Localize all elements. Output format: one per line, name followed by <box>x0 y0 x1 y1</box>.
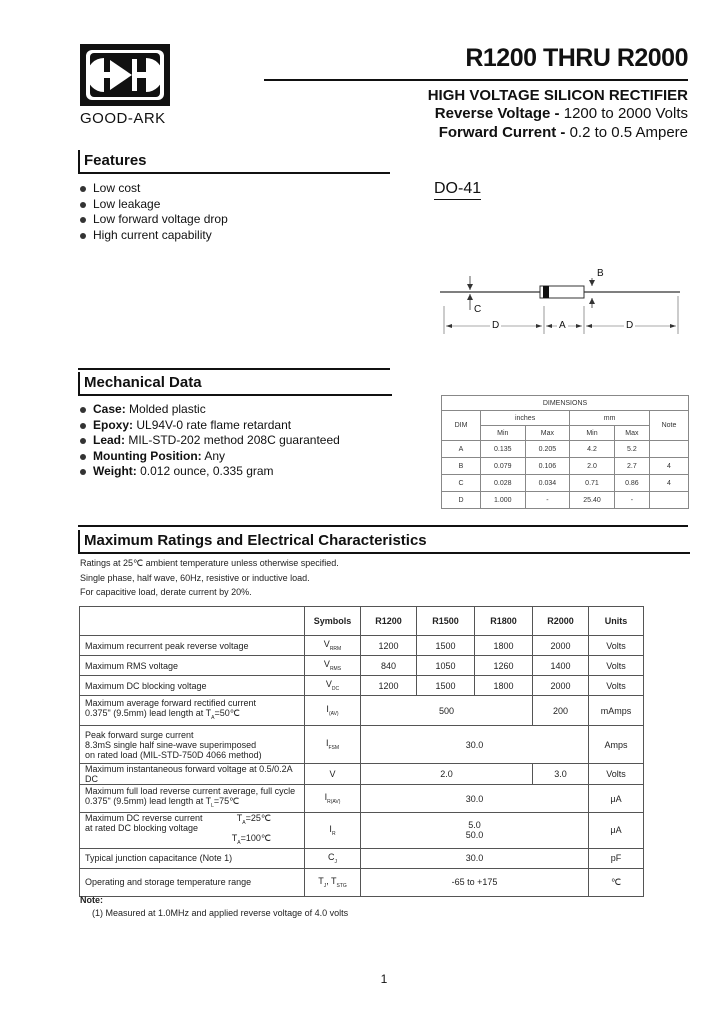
symbol-text: V <box>323 639 330 650</box>
symbol-sub: (AV) <box>328 710 339 717</box>
dim-label-d-left: D <box>492 320 500 331</box>
dim-cell: - <box>614 492 649 509</box>
unit-cell: μA <box>589 785 644 813</box>
symbol-cell <box>305 868 361 896</box>
param-desc <box>80 785 305 813</box>
table-row <box>80 785 644 813</box>
dim-cell: 4 <box>650 475 689 492</box>
dim-cell: A <box>442 441 481 458</box>
ratings-table <box>79 606 644 897</box>
desc-text: =75℃ <box>213 796 240 807</box>
desc-text: T <box>231 833 238 843</box>
symbol-cell <box>305 813 361 849</box>
features-list <box>80 181 228 243</box>
symbol-sub: J <box>334 858 337 865</box>
desc-text: 0.375" (9.5mm) lead length at T <box>85 796 212 807</box>
page-title: R1200 THRU R2000 <box>465 44 688 72</box>
value-cell: 1400 <box>533 656 589 676</box>
table-row <box>442 458 689 475</box>
desc-line <box>85 796 301 811</box>
dim-cell: 0.135 <box>481 441 526 458</box>
desc-text: =50℃ <box>214 708 240 719</box>
desc-text: 0.375" (9.5mm) lead length at T <box>85 708 212 719</box>
condition-note: Ratings at 25℃ ambient temperature unless otherwise specified. <box>80 558 339 568</box>
mm-header: mm <box>570 411 650 426</box>
param-desc: Maximum DC blocking voltage <box>80 676 305 696</box>
desc-sub: A <box>237 839 241 846</box>
symbol-sub: STG <box>336 882 347 889</box>
param-desc: Maximum instantaneous forward voltage at 0.5/0.2A DC <box>80 764 305 785</box>
list-item <box>80 464 340 480</box>
title-divider <box>264 79 688 81</box>
note-title: Note: <box>80 895 103 905</box>
dim-cell: 0.079 <box>481 458 526 475</box>
dim-cell: 25.40 <box>570 492 615 509</box>
desc-text: T <box>236 813 243 823</box>
symbol-text: I <box>324 792 328 803</box>
value-cell: 1500 <box>417 636 475 656</box>
symbol-text: T <box>318 875 324 886</box>
dim-cell <box>650 492 689 509</box>
value-cell: 2000 <box>533 676 589 696</box>
desc-sub: A <box>211 714 215 721</box>
r1200-header: R1200 <box>361 607 417 636</box>
header-blank <box>80 607 305 636</box>
symbol-sub: RMS <box>329 665 342 672</box>
desc-text: Maximum DC reverse current <box>85 813 203 823</box>
reverse-voltage-spec <box>435 105 688 122</box>
table-row <box>80 656 644 676</box>
symbol-sub: DC <box>331 685 340 692</box>
list-item: Low leakage <box>80 197 228 213</box>
mounting-label: Mounting Position: <box>93 448 202 463</box>
lead-label: Lead: <box>93 433 126 447</box>
value-cell: 1050 <box>417 656 475 676</box>
desc-text: =100℃ <box>240 833 271 843</box>
table-row <box>80 696 644 726</box>
table-header-row <box>80 607 644 636</box>
ratings-top-rule <box>78 525 688 527</box>
reverse-voltage-value: 1200 to 2000 Volts <box>559 105 688 122</box>
desc-line: on rated load (MIL-STD-750D 4066 method) <box>85 749 262 760</box>
param-desc: Operating and storage temperature range <box>80 868 305 896</box>
symbol-cell <box>305 676 361 696</box>
value-line: 50.0 <box>465 830 484 841</box>
note-header: Note <box>650 411 689 441</box>
symbol-text: I <box>329 824 332 834</box>
value-cell: 30.0 <box>361 726 589 764</box>
dim-cell: D <box>442 492 481 509</box>
r1500-header: R1500 <box>417 607 475 636</box>
param-desc <box>80 726 305 764</box>
package-name: DO-41 <box>434 180 481 200</box>
units-header: Units <box>589 607 644 636</box>
lead-value: MIL-STD-202 method 208C guaranteed <box>125 433 340 447</box>
dim-cell: 0.028 <box>481 475 526 492</box>
dim-cell: 4.2 <box>570 441 615 458</box>
dim-cell <box>650 441 689 458</box>
symbol-sub: RRM <box>329 645 342 652</box>
forward-current-label: Forward Current - <box>438 124 566 141</box>
dim-cell: B <box>442 458 481 475</box>
ratings-header <box>78 530 690 554</box>
list-item: Low cost <box>80 181 228 197</box>
features-title: Features <box>84 152 147 169</box>
case-label: Case: <box>93 402 126 416</box>
dim-cell: 1.000 <box>481 492 526 509</box>
note-1: (1) Measured at 1.0MHz and applied reverse voltage of 4.0 volts <box>92 908 349 918</box>
symbol-cell <box>305 636 361 656</box>
dim-cell: 2.0 <box>570 458 615 475</box>
brand-logo <box>80 44 170 106</box>
dim-cell: 0.71 <box>570 475 615 492</box>
symbol-sub: R <box>331 830 336 837</box>
value-cell: 30.0 <box>361 848 589 868</box>
mechanical-top-rule <box>78 368 390 370</box>
inches-min-header: Min <box>481 426 526 441</box>
unit-cell: Volts <box>589 676 644 696</box>
symbol-cell <box>305 656 361 676</box>
list-item: Low forward voltage drop <box>80 212 228 228</box>
desc-sub: L <box>211 802 214 809</box>
table-row <box>442 441 689 458</box>
r2000-header: R2000 <box>533 607 589 636</box>
symbol-text: V <box>323 659 330 670</box>
weight-label: Weight: <box>93 464 137 478</box>
dim-cell: C <box>442 475 481 492</box>
symbol-cell <box>305 696 361 726</box>
list-item <box>80 449 340 465</box>
value-cell: 30.0 <box>361 785 589 813</box>
value-cell <box>361 813 589 849</box>
value-cell: 840 <box>361 656 417 676</box>
dim-header: DIM <box>442 411 481 441</box>
brand-name: GOOD-ARK <box>80 110 166 127</box>
symbols-header: Symbols <box>305 607 361 636</box>
condition-note: For capacitive load, derate current by 20%. <box>80 587 252 597</box>
diode-logo-icon <box>80 44 170 106</box>
symbol-cell <box>305 785 361 813</box>
epoxy-value: UL94V-0 rate flame retardant <box>133 417 292 432</box>
mounting-value: Any <box>201 448 225 463</box>
dimensions-table <box>441 395 689 509</box>
param-desc: Maximum RMS voltage <box>80 656 305 676</box>
desc-line: Peak forward surge current <box>85 729 194 740</box>
forward-current-spec <box>439 124 688 141</box>
epoxy-label: Epoxy: <box>93 417 134 432</box>
mm-min-header: Min <box>570 426 615 441</box>
value-cell: 1800 <box>475 676 533 696</box>
mechanical-header <box>78 372 392 396</box>
value-cell: 2000 <box>533 636 589 656</box>
dim-label-a: A <box>559 320 566 331</box>
symbol-text: I <box>325 738 329 749</box>
weight-value: 0.012 ounce, 0.335 gram <box>136 464 274 478</box>
dim-cell: 0.034 <box>525 475 570 492</box>
page-number: 1 <box>380 972 388 986</box>
symbol-sub: J <box>323 882 327 889</box>
value-cell: 200 <box>533 696 589 726</box>
unit-cell: Volts <box>589 656 644 676</box>
desc-line: 8.3mS single half sine-wave superimposed <box>85 739 257 750</box>
desc-sub: A <box>242 819 246 826</box>
forward-current-value: 0.2 to 0.5 Ampere <box>565 124 688 141</box>
symbol-sub: FSM <box>328 744 340 751</box>
list-item: High current capability <box>80 228 228 244</box>
value-cell: 500 <box>361 696 533 726</box>
ratings-title: Maximum Ratings and Electrical Characteristics <box>84 532 427 549</box>
table-row <box>80 813 644 849</box>
mm-max-header: Max <box>614 426 649 441</box>
unit-cell: pF <box>589 848 644 868</box>
symbol-text: I <box>326 704 329 715</box>
table-row <box>80 868 644 896</box>
symbol-text: C <box>328 851 335 862</box>
desc-line <box>85 708 301 723</box>
product-subtitle: HIGH VOLTAGE SILICON RECTIFIER <box>427 87 688 104</box>
desc-condition <box>232 833 271 848</box>
r1800-header: R1800 <box>475 607 533 636</box>
unit-cell: ℃ <box>589 868 644 896</box>
value-cell: -65 to +175 <box>361 868 589 896</box>
unit-cell: μA <box>589 813 644 849</box>
list-item <box>80 433 340 449</box>
value-cell: 1800 <box>475 636 533 656</box>
param-desc <box>80 696 305 726</box>
dim-cell: 5.2 <box>614 441 649 458</box>
case-value: Molded plastic <box>125 402 206 416</box>
mechanical-title: Mechanical Data <box>84 374 202 391</box>
desc-line <box>85 813 301 826</box>
param-desc: Maximum recurrent peak reverse voltage <box>80 636 305 656</box>
value-cell: 3.0 <box>533 764 589 785</box>
param-desc <box>80 813 305 849</box>
value-cell: 1260 <box>475 656 533 676</box>
symbol-text: V <box>325 679 332 690</box>
value-cell: 1200 <box>361 636 417 656</box>
value-line: 5.0 <box>468 820 481 831</box>
dim-cell: 4 <box>650 458 689 475</box>
unit-cell: Volts <box>589 764 644 785</box>
ratings-conditions <box>80 556 339 600</box>
unit-cell: Amps <box>589 726 644 764</box>
desc-text: =25℃ <box>245 813 271 823</box>
dim-cell: 0.86 <box>614 475 649 492</box>
desc-line: Maximum average forward rectified current <box>85 698 257 709</box>
table-row <box>442 492 689 509</box>
symbol-cell <box>305 848 361 868</box>
inches-max-header: Max <box>525 426 570 441</box>
dim-cell: 2.7 <box>614 458 649 475</box>
unit-cell: Volts <box>589 636 644 656</box>
unit-cell: mAmps <box>589 696 644 726</box>
symbol-text: , T <box>326 875 337 886</box>
table-row <box>80 848 644 868</box>
condition-note: Single phase, half wave, 60Hz, resistive or inductive load. <box>80 572 310 583</box>
value-cell: 2.0 <box>361 764 533 785</box>
dim-label-b: B <box>597 268 604 279</box>
dim-cell: - <box>525 492 570 509</box>
dim-label-c: C <box>474 304 482 315</box>
value-cell: 1500 <box>417 676 475 696</box>
dim-label-d-right: D <box>626 320 634 331</box>
symbol-sub: R(AV) <box>327 798 341 805</box>
desc-condition <box>237 813 271 828</box>
desc-line: Maximum full load reverse current average, full cycle <box>85 786 296 797</box>
table-row <box>442 475 689 492</box>
desc-text: at rated DC blocking voltage <box>85 823 199 833</box>
inches-header: inches <box>481 411 570 426</box>
mechanical-list <box>80 402 340 480</box>
dim-cell: 0.106 <box>525 458 570 475</box>
symbol-cell <box>305 726 361 764</box>
param-desc: Typical junction capacitance (Note 1) <box>80 848 305 868</box>
dim-cell: 0.205 <box>525 441 570 458</box>
features-header <box>78 150 390 174</box>
symbol-cell: V <box>305 764 361 785</box>
dimensions-title: DIMENSIONS <box>442 396 689 411</box>
table-row <box>80 676 644 696</box>
list-item <box>80 402 340 418</box>
list-item <box>80 418 340 434</box>
reverse-voltage-label: Reverse Voltage - <box>434 105 560 122</box>
value-cell: 1200 <box>361 676 417 696</box>
table-row <box>80 726 644 764</box>
table-row <box>80 636 644 656</box>
table-row <box>80 764 644 785</box>
